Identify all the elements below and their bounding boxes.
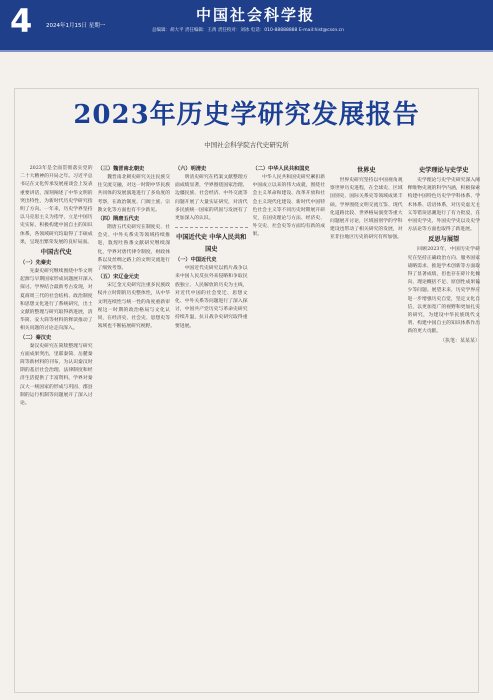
- author-credit: （执笔：某某某）: [439, 337, 480, 344]
- section-heading-world: 世界史: [356, 167, 376, 174]
- page-number: 4: [10, 2, 33, 40]
- article-headline: 2023年历史学研究发展报告: [73, 100, 420, 130]
- issue-date: 2024年1月15日 星期一: [46, 23, 106, 29]
- paragraph-modern: 中国近代史研究以鸦片战争以来中国人民反抗外来侵略和争取民族独立、人民解放的历史为主线，对近代中国的社会变迁、思想文化、中外关系等问题进行了深入探讨，中国共产党历史与革命史研究持续升温，抗日战争史研究取得重要进展。: [175, 266, 248, 329]
- article-byline: 中国社会科学院古代史研究所: [204, 141, 289, 149]
- subheading-sui-tang: （四）隋唐五代史: [97, 216, 140, 223]
- paragraph-prc: 中华人民共和国史研究紧扣新中国成立以来的伟大成就，围绕社会主义革命和建设、改革开放和社会主义现代化建设、新时代中国特色社会主义等不同历史时期展开研究，在国史理论与方法、经济史、外交史、社会史等方面均有新的成果。: [252, 175, 325, 238]
- column-1: [20, 165, 93, 689]
- column-5: [330, 165, 403, 689]
- section-heading-outlook: 反思与展望: [428, 236, 460, 244]
- subheading-wei-jin: （三）魏晋南北朝史: [97, 166, 145, 172]
- subheading-song-liao: （五）宋辽金元史: [97, 274, 140, 281]
- paragraph-ming-qing: 明清史研究在档案文献整理方面成绩显著，学界围绕国家治理、边疆民族、社会经济、中外交流等问题开展了大量实证研究，对清代多民族统一国家的巩固与发展有了更加深入的认识。: [175, 175, 248, 222]
- header-rule: [0, 50, 493, 52]
- subheading-pre-qin: （一）先秦史: [20, 260, 52, 267]
- newspaper-masthead: 中国社会科学报: [196, 6, 316, 24]
- section-heading-theory: 史学理论与史学史: [419, 167, 469, 174]
- subheading-ming-qing: （六）明清史: [175, 166, 207, 172]
- section-divider: [175, 227, 248, 228]
- section-heading-modern: 中国近代史 中华人民共和国史: [176, 234, 247, 254]
- column-3: [175, 165, 248, 689]
- column-4: [253, 165, 326, 689]
- column-6: [408, 165, 481, 689]
- subheading-prc: （二）中华人民共和国史: [252, 166, 310, 172]
- subheading-modern: （一）中国近代史: [175, 257, 217, 264]
- paragraph-world: 世界史研究坚持以中国视角观察世界历史进程，在全球史、区域国别史、国际关系史等领域成果丰硕。学界围绕文明交流互鉴、现代化道路比较、世界格局演变等重大问题展开讨论，区域国别学的学科建设也带动了相关研究的发展，对亚非拉地区历史的研究有所加强。: [330, 178, 403, 241]
- column-2: [98, 165, 171, 689]
- paragraph-song-liao: 宋辽金元史研究注重多民族政权并立时期的历史整体性，从中华文明连续性与统一性的角度重新审视这一时期的政治格局与文化认同，在经济史、社会史、思想史等领域也不断拓展研究视野。: [97, 283, 170, 330]
- section-heading-ancient: 中国古代史: [40, 249, 72, 257]
- paragraph-wei-jin: 魏晋南北朝史研究关注民族交往交流交融，对这一时期中华民族共同体的发展演进进行了多角度的考察，在政治制度、门阀士族、宗教文化等方面也有不少新见。: [97, 175, 170, 213]
- subheading-qin-han: （二）秦汉史: [20, 334, 52, 341]
- article-body: [20, 165, 480, 689]
- paragraph-sui-tang: 隋唐五代史研究在制度史、社会史、中外关系史等领域持续推进，敦煌吐鲁番文献研究继续深化，学界对唐代律令制度、财政体系以及丝绸之路上的文明交流进行了细致考察。: [97, 225, 170, 272]
- paragraph-pre-qin: 先秦史研究继续围绕中华文明起源与早期国家形成问题展开深入探讨。学界结合最新考古发现，对夏商周三代的社会结构、政治制度和思想文化进行了系统研究，出土文献的整理与研究取得新进展，清华简、安大简等材料的释读推动了相关问题的讨论走向深入。: [20, 269, 93, 332]
- paragraph-theory: 史学理论与史学史研究深入阐释唯物史观的科学内涵，积极探索构建中国特色历史学学科体系、学术体系、话语体系，对历史虚无主义等错误思潮进行了有力批驳，在中国史学史、外国史学史以及史学方法论等方面也取得了新进展。: [407, 178, 480, 233]
- paragraph-qin-han: 秦汉史研究在简牍整理与研究方面成果突出，里耶秦简、岳麓秦简等新材料的刊布，为认识秦汉时期的基层社会治理、法律制度和经济生活提供了丰富资料。学界对秦汉大一统国家的形成与巩固、郡县制的运行机制等问题展开了深入讨论。: [20, 343, 93, 407]
- masthead-credits: 总编辑：胡大平 责任编辑：王禹 责任校对：刘冰 电话：010-88888888 E-mail:hist@cssn.cn: [152, 28, 344, 33]
- intro-paragraph: 2023年是全面贯彻落实党的二十大精神的开局之年。习近平总书记在文化传承发展座谈会上发表重要讲话，深刻阐述了中华文明的突出特性，为新时代历史学研究指明了方向。一年来，历史学界坚持以马克思主义为指导，立足中国历史实际，积极构建中国自主的知识体系，各领域研究均取得了丰硕成果，呈现出繁荣发展的良好局面。: [20, 166, 93, 245]
- page-header: [0, 0, 493, 50]
- paragraph-outlook: 回顾2023年，中国历史学研究在坚持正确政治方向、服务国家战略需求、推进学术创新等方面取得了显著成绩，但也存在碎片化倾向、理论概括不足、原创性成果偏少等问题。展望未来，历史学界应进一步增强历史自觉，坚定文化自信，以更加宽广的视野和更加扎实的研究，为建设中华民族现代文明、构建中国自主的知识体系作出新的更大贡献。: [407, 247, 480, 335]
